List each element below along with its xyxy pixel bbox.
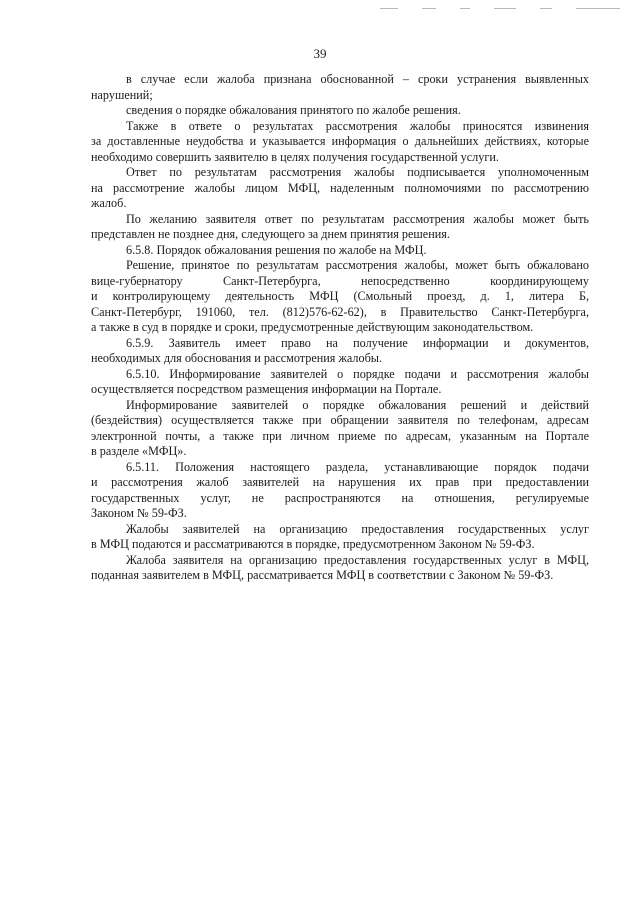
text-line: на рассмотрение жалобы лицом МФЦ, наделенным полномочиями по рассмотрению: [91, 180, 589, 195]
text-line: а также в суд в порядке и сроки, предусмотренные действующим законодательством.: [91, 320, 534, 334]
text-line: По желанию заявителя ответ по результатам рассмотрения жалобы может быть: [126, 211, 589, 226]
text-line: поданная заявителем в МФЦ, рассматривается МФЦ в соответствии с Законом № 59-ФЗ.: [91, 568, 554, 582]
text-line: 6.5.10. Информирование заявителей о порядке подачи и рассмотрения жалобы: [126, 366, 589, 381]
text-line: 6.5.9. Заявитель имеет право на получение информации и документов,: [126, 335, 589, 350]
paragraph: [91, 522, 589, 553]
text-line: государственных услуг, не распространяются на отношения, регулируемые: [91, 490, 589, 505]
text-line: вице-губернатору Санкт-Петербурга, непосредственно координирующему: [91, 273, 589, 288]
paragraph: [91, 165, 589, 212]
paragraph: [91, 367, 589, 398]
text-line: в МФЦ подаются и рассматриваются в порядке, предусмотренном Законом № 59-ФЗ.: [91, 537, 535, 551]
text-line: 6.5.8. Порядок обжалования решения по жалобе на МФЦ.: [126, 242, 427, 257]
text-line: представлен не позднее дня, следующего за днем принятия решения.: [91, 227, 450, 241]
text-line: жалоб.: [91, 196, 127, 210]
text-line: нарушений;: [91, 87, 153, 102]
text-line: Жалобы заявителей на организацию предоставления государственных услуг: [126, 521, 589, 536]
text-line: Решение, принятое по результатам рассмотрения жалобы, может быть обжаловано: [126, 258, 589, 272]
paragraph: [91, 119, 589, 166]
text-line: Также в ответе о результатах рассмотрения жалобы приносятся извинения: [126, 118, 589, 133]
text-line: сведения о порядке обжалования принятого по жалобе решения.: [126, 103, 461, 117]
text-line: необходимо совершить заявителю в целях получения государственной услуги.: [91, 149, 499, 164]
text-line: Информирование заявителей о порядке обжалования решений и действий: [126, 397, 589, 412]
paragraph: [91, 243, 589, 259]
paragraph: [91, 258, 589, 336]
text-line: необходимых для обоснования и рассмотрения жалобы.: [91, 351, 383, 365]
text-line: за доставленные неудобства и указывается информация о дальнейших действиях, которые: [91, 134, 589, 148]
paragraph: [91, 553, 589, 584]
paragraph: [91, 336, 589, 367]
paragraph: [91, 72, 589, 103]
page-number: 39: [313, 46, 327, 61]
scan-edge-marks: [380, 6, 620, 10]
text-line: Санкт-Петербург, 191060, тел. (812)576-62-62), в Правительство Санкт-Петербурга,: [91, 304, 589, 319]
text-line: в разделе «МФЦ».: [91, 444, 187, 458]
text-line: и рассмотрения жалоб заявителей на нарушения их прав при предоставлении: [91, 475, 589, 489]
paragraph: [91, 398, 589, 460]
paragraph: [91, 460, 589, 522]
text-line: (бездействия) осуществляется также при обращении заявителя по телефонам, адресам: [91, 413, 589, 427]
text-line: 6.5.11. Положения настоящего раздела, устанавливающие порядок подачи: [126, 459, 589, 474]
text-line: Жалоба заявителя на организацию предоставления государственных услуг в МФЦ,: [126, 552, 589, 567]
text-line: и контролирующему деятельность МФЦ (Смольный проезд, д. 1, литера Б,: [91, 289, 589, 303]
text-line: осуществляется посредством размещения информации на Портале.: [91, 382, 442, 396]
text-line: Законом № 59-ФЗ.: [91, 506, 187, 520]
text-line: Ответ по результатам рассмотрения жалобы подписывается уполномоченным: [126, 165, 589, 179]
paragraph: [91, 103, 589, 119]
text-line: электронной почты, а также при личном приеме по адресам, указанным на Портале: [91, 428, 589, 443]
document-body: [91, 72, 589, 584]
paragraph: [91, 212, 589, 243]
text-line: в случае если жалоба признана обоснованной – сроки устранения выявленных: [126, 72, 589, 86]
